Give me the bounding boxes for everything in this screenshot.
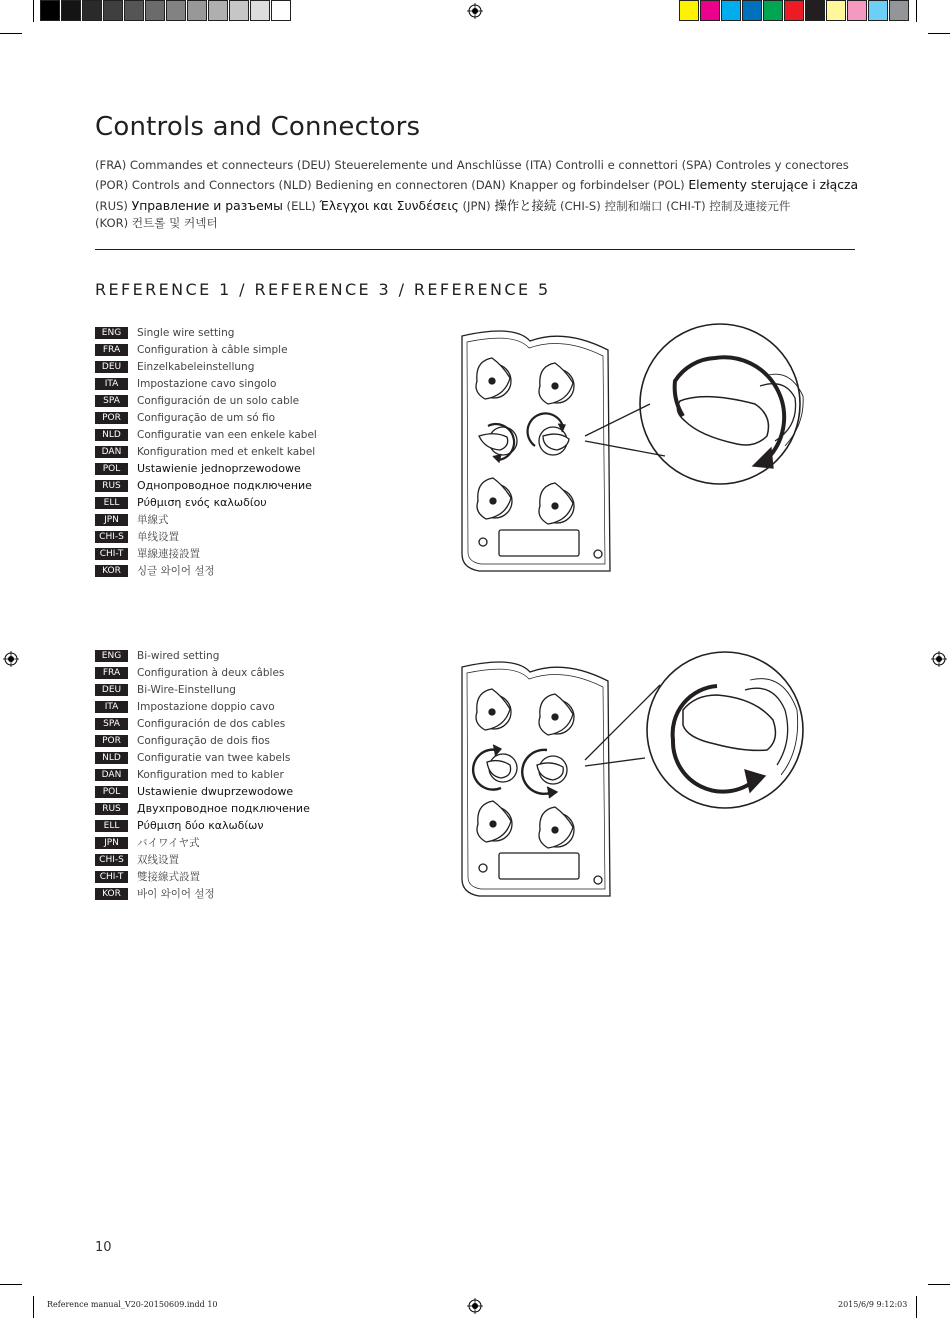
subtitle-segment: (POR) Controls and Connectors (NLD) Bediening en connectoren (DAN) Knapper og forbindelser (POL) [95,178,689,192]
link-knob-icon [473,745,517,790]
language-code-badge: ITA [95,378,128,390]
terminal-post-icon [477,478,512,519]
language-text: バイワイヤ式 [137,837,200,849]
language-text: Bi-Wire-Einstellung [137,683,236,696]
language-text: 싱글 와이어 설정 [137,565,215,577]
language-text: 바이 와이어 설정 [137,888,215,900]
single-wire-language-list [95,324,317,579]
language-row [95,358,317,375]
subtitle-segment: (ELL) [282,199,320,213]
language-code-badge: FRA [95,667,128,679]
terminal-post-icon [539,363,574,404]
gray-swatch [208,0,228,21]
link-knob-icon [528,413,569,455]
language-text: Impostazione cavo singolo [137,377,277,390]
language-row [95,647,310,664]
language-row [95,392,317,409]
terminal-post-icon [539,807,574,848]
language-code-badge: CHI-S [95,854,128,866]
language-row [95,341,317,358]
knob-detail [677,397,768,445]
language-text: 单线设置 [137,531,179,543]
language-text: Ustawienie dwuprzewodowe [137,785,294,798]
gray-swatch [271,0,291,21]
language-text: Konfiguration med to kabler [137,768,284,781]
language-code-badge: JPN [95,514,128,526]
subtitle-line [95,215,218,231]
language-code-badge: CHI-T [95,871,128,883]
crop-mark [916,1296,917,1318]
gray-swatch [82,0,102,21]
language-code-badge: NLD [95,429,128,441]
crop-mark [928,1284,950,1285]
color-swatch [700,0,720,21]
link-knob-icon [479,424,517,462]
language-row [95,681,310,698]
language-row [95,749,310,766]
language-row [95,817,310,834]
language-text: 雙接線式設置 [137,871,200,883]
language-code-badge: NLD [95,752,128,764]
color-swatch [784,0,804,21]
language-row [95,783,310,800]
gray-swatch [166,0,186,21]
language-row [95,477,317,494]
language-text: Configuração de um só fio [137,411,276,424]
subtitle-line [95,177,858,192]
language-row [95,562,317,579]
language-code-badge: KOR [95,888,128,900]
language-row [95,732,310,749]
language-code-badge: CHI-T [95,548,128,560]
language-row [95,851,310,868]
registration-mark-icon [467,1298,483,1314]
language-code-badge: DAN [95,446,128,458]
language-code-badge: KOR [95,565,128,577]
subtitle-line [95,158,849,172]
language-code-badge: POR [95,735,128,747]
terminal-post-icon [539,483,574,524]
language-row [95,698,310,715]
terminal-post-icon [476,358,511,399]
language-row [95,324,317,341]
crop-mark [928,33,950,34]
crop-mark [33,1296,34,1318]
gray-swatch [124,0,144,21]
registration-mark-icon [931,651,947,667]
language-row [95,494,317,511]
terminal-post-icon [539,694,574,735]
subtitle-segment: (JPN) [458,199,495,213]
color-swatch [847,0,867,21]
language-code-badge: FRA [95,344,128,356]
language-text: 単線式 [137,514,169,526]
language-row [95,375,317,392]
language-row [95,511,317,528]
gray-swatch [40,0,60,21]
language-code-badge: ENG [95,650,128,662]
language-text: Configuración de un solo cable [137,394,300,407]
language-row [95,800,310,817]
divider [95,249,855,250]
language-text: Configuratie van een enkele kabel [137,428,317,441]
language-text: Ρύθμιση δύο καλωδίων [137,819,264,832]
reference-heading: REFERENCE 1 / REFERENCE 3 / REFERENCE 5 [95,280,551,299]
language-code-badge: RUS [95,803,128,815]
color-swatch [868,0,888,21]
language-code-badge: ENG [95,327,128,339]
link-knob-icon [522,750,567,798]
registration-mark-icon [467,3,483,19]
language-code-badge: RUS [95,480,128,492]
language-code-badge: JPN [95,837,128,849]
language-text: Einzelkabeleinstellung [137,360,255,373]
language-text: 双线设置 [137,854,179,866]
subtitle-segment: (KOR) 컨트롤 및 커넥터 [95,216,218,230]
color-swatch [805,0,825,21]
language-text: Ustawienie jednoprzewodowe [137,462,301,475]
subtitle-segment: 操作と接続 [494,198,557,213]
language-text: Однопроводное подключение [137,479,312,492]
crop-mark [0,33,22,34]
crop-mark [916,0,917,22]
subtitle-segment: Управление и разъемы [131,198,283,213]
gray-swatch [229,0,249,21]
page-number: 10 [95,1240,112,1255]
color-swatch [679,0,699,21]
language-text: Configuración de dos cables [137,717,286,730]
gray-swatch [250,0,270,21]
language-row [95,443,317,460]
language-text: Konfiguration med et enkelt kabel [137,445,316,458]
color-swatch [763,0,783,21]
gray-swatch [61,0,81,21]
language-text: Configuratie van twee kabels [137,751,291,764]
language-code-badge: SPA [95,718,128,730]
language-text: Ρύθμιση ενός καλωδίου [137,496,267,509]
language-code-badge: CHI-S [95,531,128,543]
language-text: Configuração de dois fios [137,734,270,747]
language-row [95,834,310,851]
bi-wire-language-list [95,647,310,902]
subtitle-segment: (RUS) [95,199,132,213]
language-code-badge: POL [95,786,128,798]
language-row [95,868,310,885]
knob-detail [683,695,775,750]
subtitle-segment: Έλεγχοι και Συνδέσεις [319,198,459,213]
language-row [95,715,310,732]
language-row [95,409,317,426]
subtitle-segment: Elementy sterujące i złącza [688,177,859,192]
color-swatch [742,0,762,21]
language-text: Bi-wired setting [137,649,220,662]
language-row [95,885,310,902]
page-title: Controls and Connectors [95,112,421,142]
language-row [95,528,317,545]
language-code-badge: POL [95,463,128,475]
language-text: Single wire setting [137,326,235,339]
language-code-badge: DEU [95,684,128,696]
color-swatch [889,0,909,21]
language-code-badge: SPA [95,395,128,407]
color-swatch [721,0,741,21]
subtitle-line [95,196,790,214]
language-code-badge: DAN [95,769,128,781]
language-code-badge: POR [95,412,128,424]
subtitle-segment: (FRA) Commandes et connecteurs (DEU) Steuerelemente und Anschlüsse (ITA) Controlli e connettori (SPA) Controles y conectores [95,158,849,172]
crop-mark [0,1284,22,1285]
language-row [95,664,310,681]
language-row [95,426,317,443]
terminal-post-icon [477,801,512,842]
slug-filename: Reference manual_V20-20150609.indd 10 [47,1300,218,1309]
registration-mark-icon [3,651,19,667]
crop-mark [33,0,34,22]
gray-swatch [187,0,207,21]
language-code-badge: DEU [95,361,128,373]
slug-timestamp: 2015/6/9 9:12:03 [838,1300,908,1309]
language-code-badge: ELL [95,820,128,832]
language-row [95,766,310,783]
color-swatch [826,0,846,21]
gray-swatch [103,0,123,21]
language-text: Configuration à câble simple [137,343,288,356]
single-wire-illustration [455,306,865,582]
language-row [95,460,317,477]
language-row [95,545,317,562]
language-text: Impostazione doppio cavo [137,700,275,713]
subtitle-segment: (CHI-S) 控制和端口 (CHI-T) 控制及連接元件 [556,199,791,213]
language-text: 單線連接設置 [137,548,200,560]
language-text: Configuration à deux câbles [137,666,285,679]
terminal-post-icon [476,689,511,730]
gray-swatch [145,0,165,21]
language-text: Двухпроводное подключение [137,802,310,815]
bi-wire-illustration [455,640,865,900]
language-code-badge: ITA [95,701,128,713]
language-code-badge: ELL [95,497,128,509]
